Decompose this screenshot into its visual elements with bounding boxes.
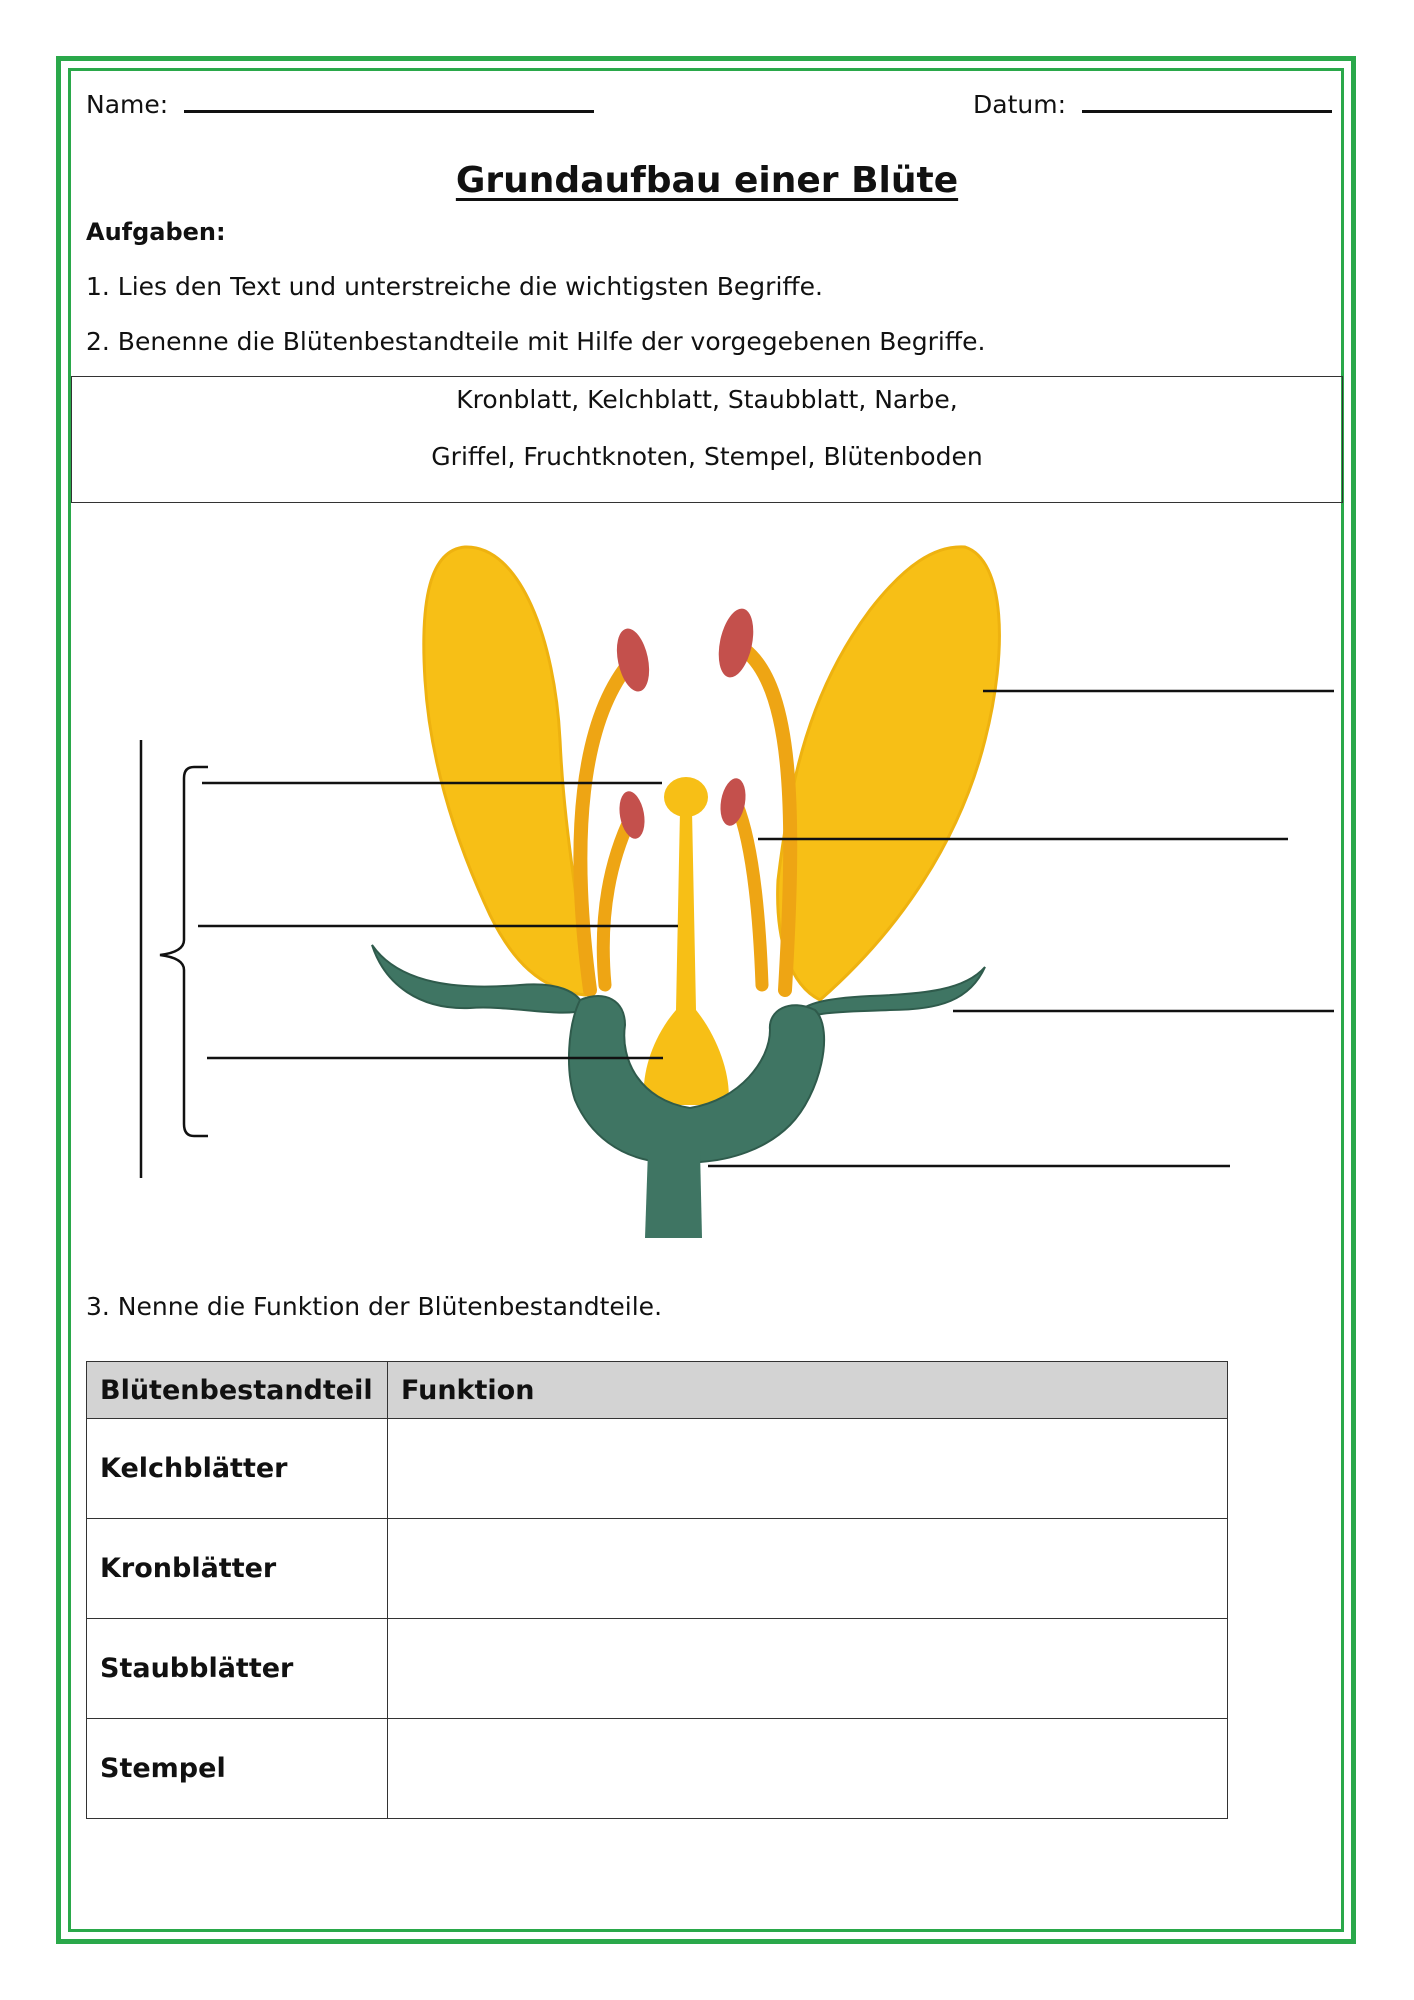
word-bank-line-2: Griffel, Fruchtknoten, Stempel, Blütenboden (431, 442, 983, 471)
page-title: Grundaufbau einer Blüte (455, 160, 959, 201)
function-cell[interactable] (388, 1519, 1228, 1619)
outer-right-filament (745, 650, 790, 990)
stem (645, 1150, 702, 1238)
left-petal (424, 547, 585, 995)
function-cell[interactable] (388, 1619, 1228, 1719)
table-header-row (87, 1362, 1228, 1419)
part-cell: Staubblätter (87, 1619, 388, 1719)
anther-outer-right (713, 605, 759, 680)
function-table (86, 1361, 1228, 1819)
table-row (87, 1619, 1228, 1719)
tasks-heading: Aufgaben: (86, 218, 226, 246)
table-row (87, 1719, 1228, 1819)
part-cell: Kelchblätter (87, 1419, 388, 1519)
pistil-style (676, 810, 696, 1010)
table-row (87, 1519, 1228, 1619)
function-cell[interactable] (388, 1419, 1228, 1519)
column-header-part: Blütenbestandteil (87, 1362, 388, 1419)
date-label: Datum: (973, 90, 1066, 119)
part-cell: Kronblätter (87, 1519, 388, 1619)
pistil-stigma (664, 777, 708, 817)
right-petal (778, 547, 1000, 1000)
part-cell: Stempel (87, 1719, 388, 1819)
pistil-bracket (160, 767, 208, 1136)
task-1: 1. Lies den Text und unterstreiche die wichtigsten Begriffe. (86, 272, 823, 301)
column-header-function: Funktion (388, 1362, 1228, 1419)
inner-right-filament (737, 805, 762, 985)
function-cell[interactable] (388, 1719, 1228, 1819)
name-label: Name: (86, 90, 169, 119)
word-bank-line-1: Kronblatt, Kelchblatt, Staubblatt, Narbe, (456, 385, 958, 414)
task-3: 3. Nenne die Funktion der Blütenbestandteile. (86, 1292, 663, 1321)
task-2: 2. Benenne die Blütenbestandteile mit Hilfe der vorgegebenen Begriffe. (86, 327, 986, 356)
inner-left-filament (603, 815, 632, 985)
table-row (87, 1419, 1228, 1519)
